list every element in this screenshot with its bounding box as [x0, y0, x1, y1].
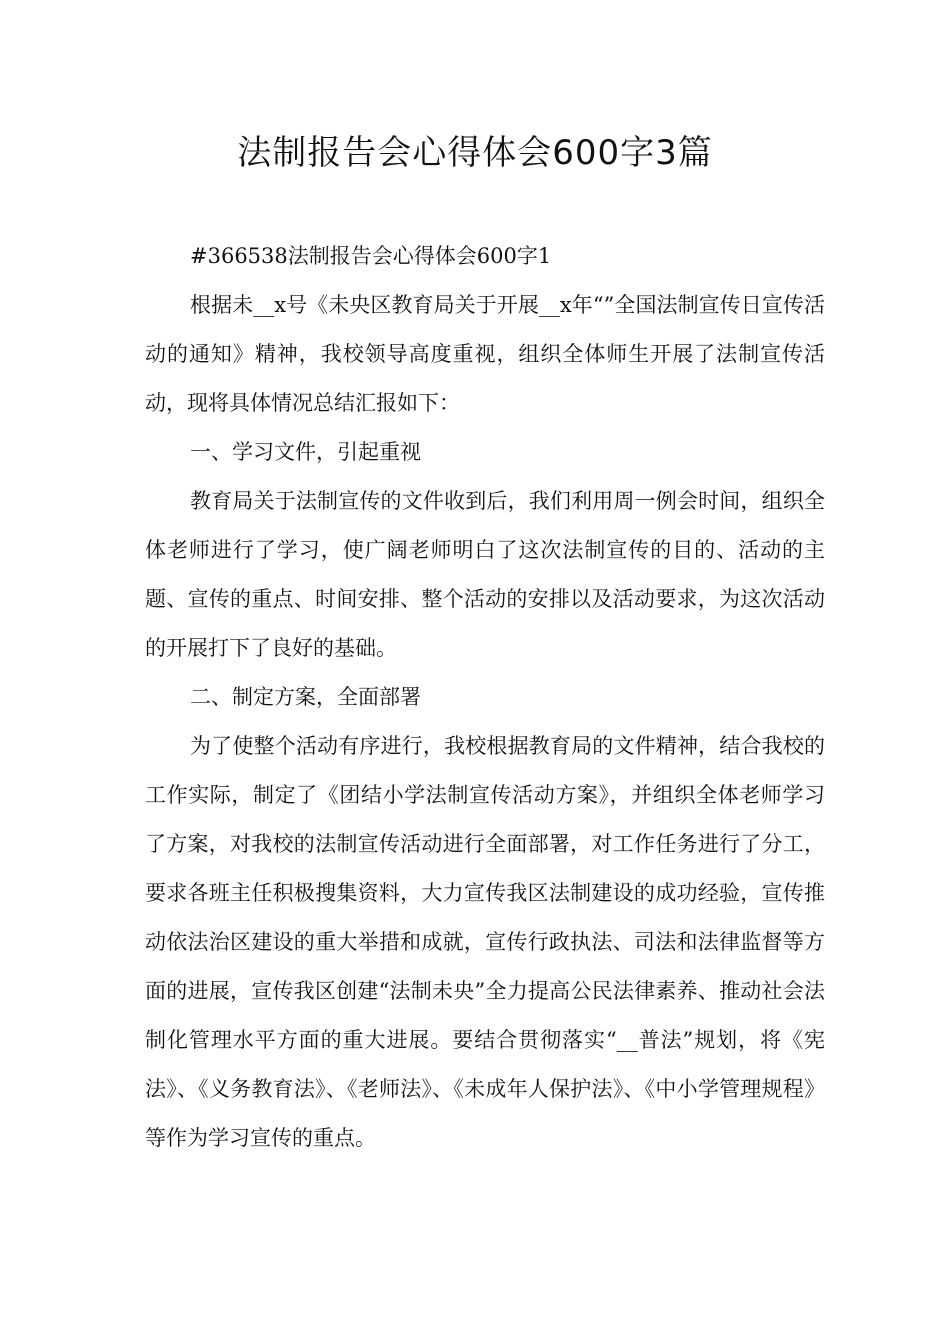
subheading-1: 一、学习文件，引起重视 [190, 440, 421, 464]
subheading-2: 二、制定方案，全面部署 [190, 685, 421, 709]
paragraph-plan: 为了使整个活动有序进行，我校根据教育局的文件精神，结合我校的工作实际，制定了《团结小学法制宣传活动方案》，并组织全体老师学习了方案，对我校的法制宣传活动进行全面部署，对工作任务进行了分工，要求各班主任积极搜集资料，大力宣传我区法制建设的成功经验，宣传推动依法治区建设的重大举措和成就，宣传行政执法、司法和法律监督等方面的进展，宣传我区创建“法制未央”全力提高公民法律素养、推动社会法制化管理水平方面的重大进展。要结合贯彻落实“__普法”规划，将《宪法》、《义务教育法》、《老师法》、《未成年人保护法》、《中小学管理规程》等作为学习宣传的重点。 [145, 734, 825, 1150]
document-body [145, 232, 825, 1163]
section-heading: #366538法制报告会心得体会600字1 [190, 244, 552, 268]
paragraph-intro: 根据未__x号《未央区教育局关于开展__x年“”全国法制宣传日宣传活动的通知》精神，我校领导高度重视，组织全体师生开展了法制宣传活动，现将具体情况总结汇报如下： [145, 293, 825, 415]
document-title: 法制报告会心得体会600字3篇 [237, 133, 713, 173]
paragraph-study: 教育局关于法制宣传的文件收到后，我们利用周一例会时间，组织全体老师进行了学习，使广阔老师明白了这次法制宣传的目的、活动的主题、宣传的重点、时间安排、整个活动的安排以及活动要求，为这次活动的开展打下了良好的基础。 [145, 489, 825, 660]
